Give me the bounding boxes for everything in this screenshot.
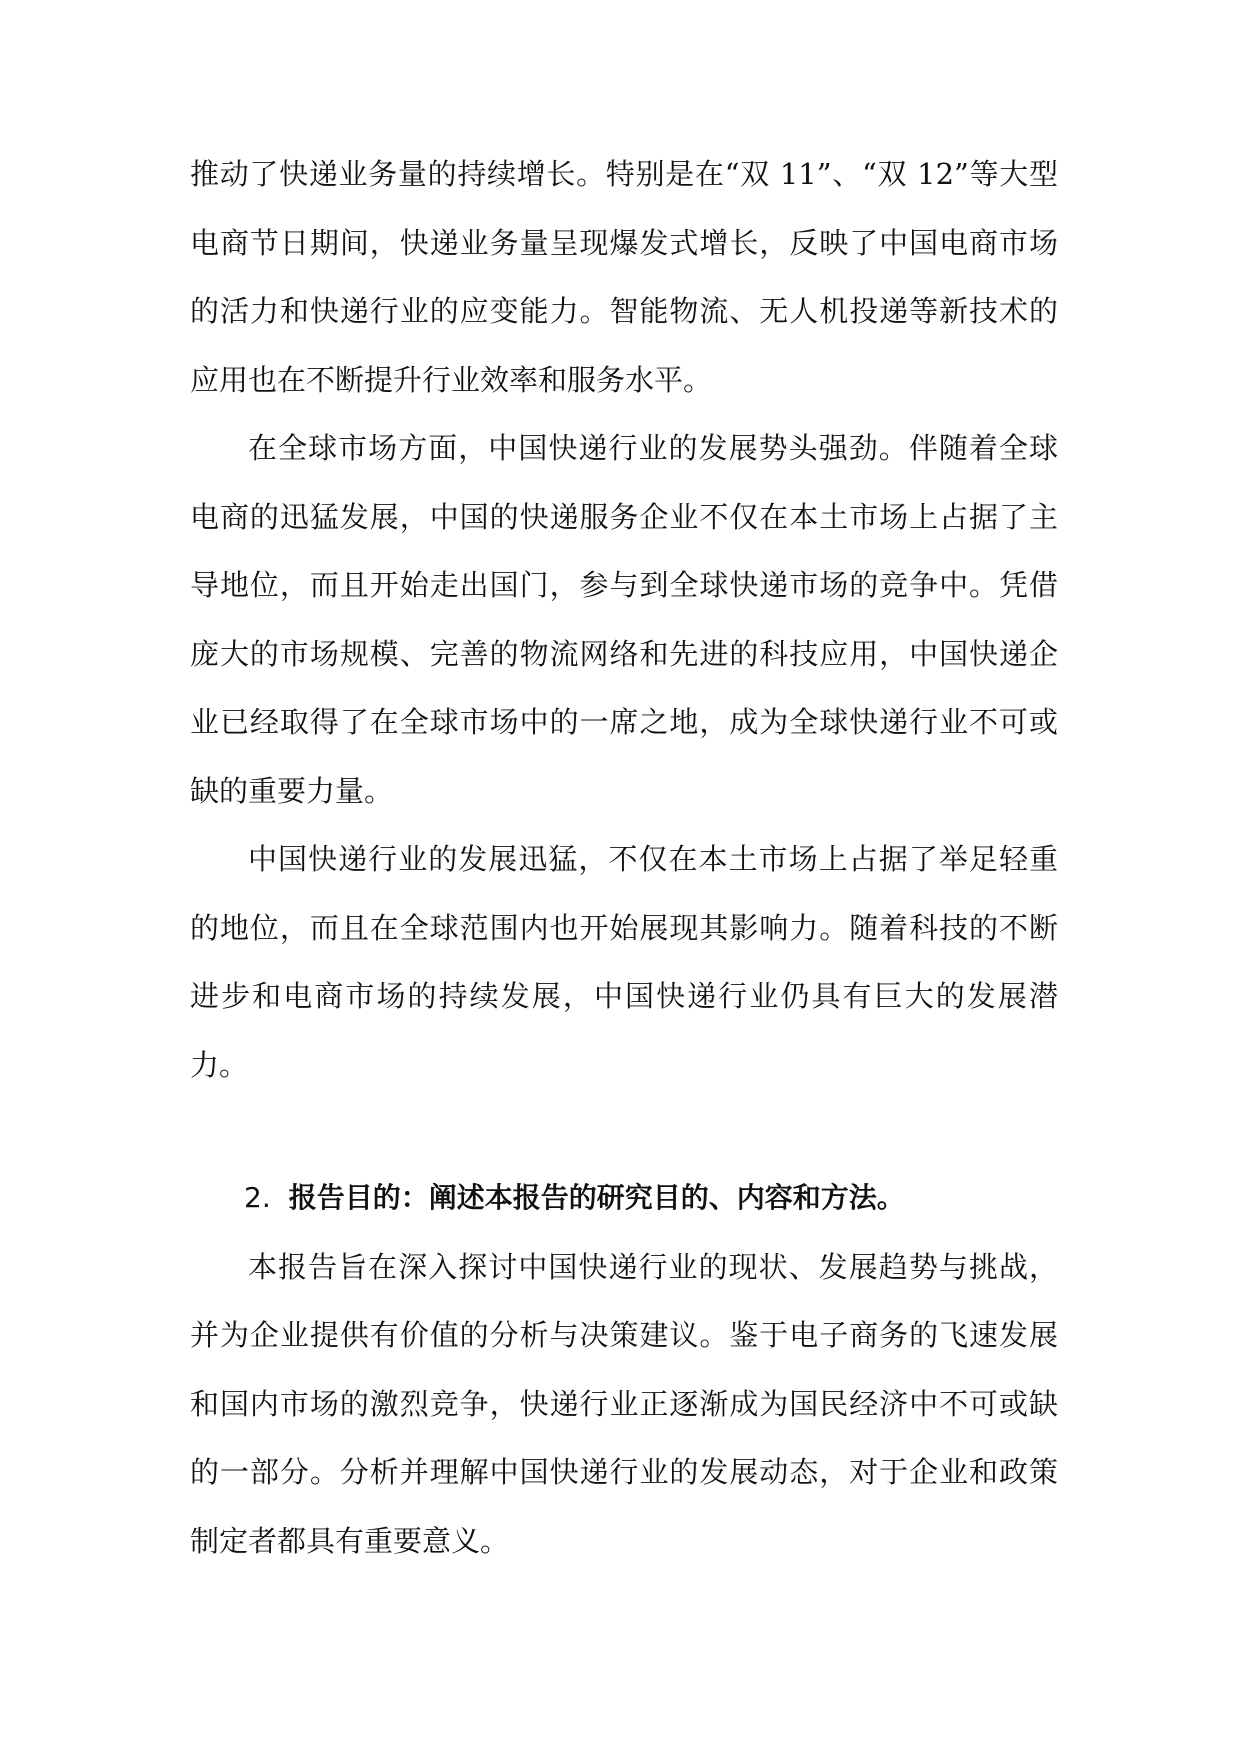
section-number: 2.	[244, 1181, 271, 1214]
section-heading	[190, 1164, 1058, 1233]
document-body	[190, 140, 1058, 1575]
paragraph-global-market: 在全球市场方面，中国快递行业的发展势头强劲。伴随着全球电商的迅猛发展，中国的快递服务企业不仅在本土市场上占据了主导地位，而且开始走出国门，参与到全球快递市场的竞争中。凭借庞大的市场规模、完善的物流网络和先进的科技应用，中国快递企业已经取得了在全球市场中的一席之地，成为全球快递行业不可或缺的重要力量。	[190, 431, 1058, 808]
section-title: 报告目的：阐述本报告的研究目的、内容和方法。	[288, 1181, 905, 1214]
paragraph-summary: 中国快递行业的发展迅猛，不仅在本土市场上占据了举足轻重的地位，而且在全球范围内也开始展现其影响力。随着科技的不断进步和电商市场的持续发展，中国快递行业仍具有巨大的发展潜力。	[190, 842, 1058, 1082]
paragraph-continued: 推动了快递业务量的持续增长。特别是在“双 11”、“双 12”等大型电商节日期间，快递业务量呈现爆发式增长，反映了中国电商市场的活力和快递行业的应变能力。智能物流、无人机投递等新技术的应用也在不断提升行业效率和服务水平。	[190, 157, 1058, 397]
paragraph-report-purpose: 本报告旨在深入探讨中国快递行业的现状、发展趋势与挑战，并为企业提供有价值的分析与决策建议。鉴于电子商务的飞速发展和国内市场的激烈竞争，快递行业正逐渐成为国民经济中不可或缺的一部分。分析并理解中国快递行业的发展动态，对于企业和政策制定者都具有重要意义。	[190, 1249, 1058, 1558]
